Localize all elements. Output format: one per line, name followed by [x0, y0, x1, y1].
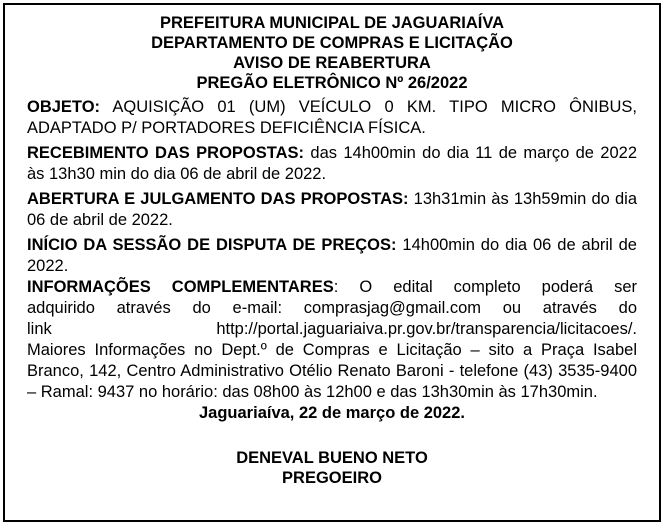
header-prefeitura: PREFEITURA MUNICIPAL DE JAGUARIAÍVA — [159, 14, 505, 32]
recebimento-section — [27, 143, 637, 185]
objeto-label: OBJETO: — [27, 98, 101, 116]
header-departamento: DEPARTAMENTO DE COMPRAS E LICITAÇÃO — [151, 34, 513, 52]
informacoes-rest: Maiores Informações no Dept.º de Compras e Licitação – sito a Praça Isabel Branco, 142, Centro Administrativo Otélio Renato Baroni - telefone (43) 3535-9400 – Ramal: 9437 no horário: das 08h00 às 12h00 e das 13h30min às 17h30min. — [27, 341, 637, 401]
notice-box — [3, 3, 661, 522]
inicio-text: 14h00min do dia 06 de abril de 2022. — [27, 236, 637, 275]
inicio-section — [27, 235, 637, 277]
abertura-text: 13h31min às 13h59min do dia 06 de abril de 2022. — [27, 190, 638, 229]
objeto-text: AQUISIÇÃO 01 (UM) VEÍCULO 0 KM. TIPO MICRO ÔNIBUS, ADAPTADO P/ PORTADORES DEFICIÊNCIA FÍSICA. — [27, 98, 637, 137]
informacoes-line3: link http://portal.jaguariaiva.pr.gov.br/transparencia/licitacoes/. — [27, 320, 637, 338]
objeto-section — [27, 97, 637, 139]
informacoes-label: INFORMAÇÕES COMPLEMENTARES — [27, 278, 334, 296]
informacoes-line1 — [27, 277, 637, 298]
abertura-section — [27, 189, 637, 231]
signature-role: PREGOEIRO — [282, 469, 382, 487]
spacer — [27, 424, 637, 446]
date-line: Jaguariaíva, 22 de março de 2022. — [199, 404, 465, 422]
abertura-label: ABERTURA E JULGAMENTO DAS PROPOSTAS: — [27, 190, 409, 208]
recebimento-label: RECEBIMENTO DAS PROPOSTAS: — [27, 144, 305, 162]
informacoes-text-line1: : O edital completo poderá ser — [333, 278, 637, 296]
header-aviso: AVISO DE REABERTURA — [233, 54, 431, 72]
informacoes-section — [27, 277, 637, 403]
informacoes-line2: adquirido através do e-mail: comprasjag@gmail.com ou através do — [27, 299, 637, 317]
header-pregao: PREGÃO ELETRÔNICO Nº 26/2022 — [196, 74, 468, 92]
recebimento-text: das 14h00min do dia 11 de março de 2022 às 13h30 min do dia 06 de abril de 2022. — [27, 144, 637, 183]
signature-name: DENEVAL BUENO NETO — [236, 449, 428, 467]
inicio-label: INÍCIO DA SESSÃO DE DISPUTA DE PREÇOS: — [27, 236, 397, 254]
